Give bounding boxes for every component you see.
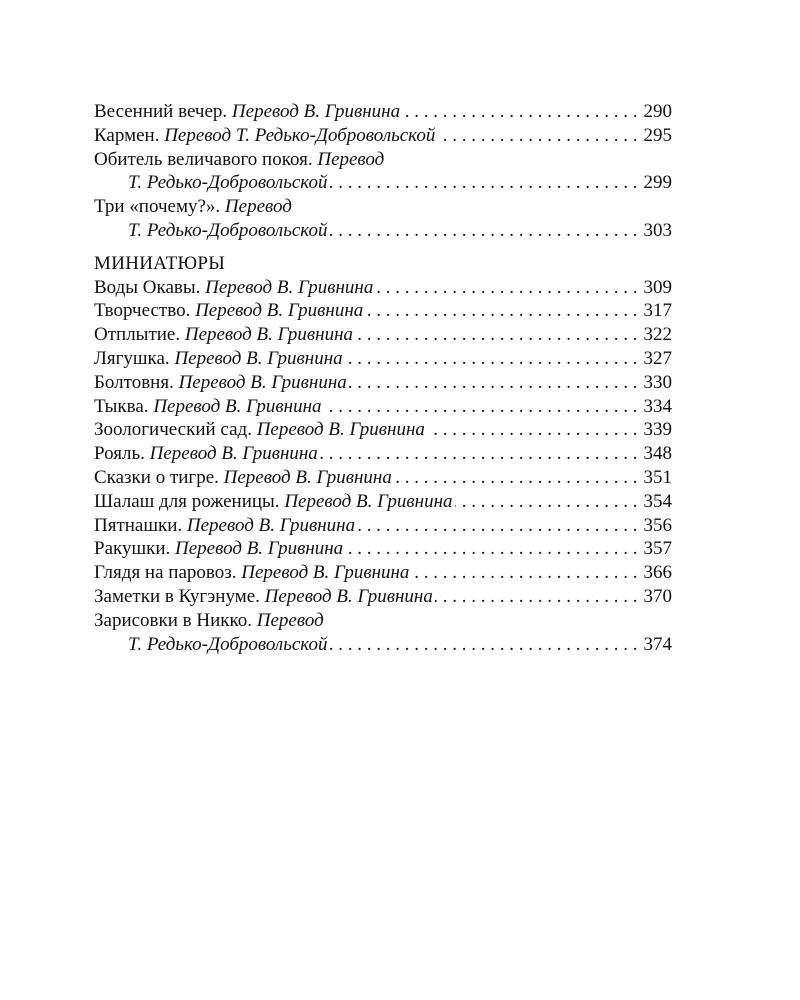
page-number: 303 bbox=[643, 219, 672, 241]
entry-translator: Перевод В. Гривнина bbox=[241, 562, 410, 584]
toc-entry[interactable] bbox=[94, 537, 672, 561]
entry-translator: Перевод Т. Редько-Добровольской bbox=[164, 124, 436, 146]
entry-translator: Перевод В. Гривнина bbox=[175, 538, 344, 560]
page-number: 354 bbox=[643, 490, 672, 512]
page-number: 295 bbox=[643, 124, 672, 146]
page-number: 357 bbox=[643, 538, 672, 560]
page-number: 330 bbox=[643, 371, 672, 393]
page-number: 322 bbox=[643, 324, 672, 346]
dot-leader bbox=[345, 347, 638, 371]
toc-entry[interactable] bbox=[94, 299, 672, 323]
page-number: 356 bbox=[643, 514, 672, 536]
entry-translator-continued: Т. Редько-Добровольской bbox=[128, 633, 328, 655]
dot-leader bbox=[455, 490, 638, 514]
page-number: 339 bbox=[643, 419, 672, 441]
dot-leader bbox=[345, 537, 637, 561]
entry-translator: Перевод В. Гривнина bbox=[174, 347, 343, 369]
dot-leader bbox=[329, 633, 637, 657]
dot-leader bbox=[394, 466, 638, 490]
entry-title: Весенний вечер. bbox=[94, 101, 228, 122]
entry-title: Шалаш для роженицы. bbox=[94, 490, 280, 512]
toc-entry[interactable] bbox=[94, 124, 672, 148]
entry-translator: Перевод bbox=[317, 148, 385, 170]
entry-translator: Перевод В. Гривнина bbox=[186, 514, 356, 536]
dot-leader bbox=[375, 276, 637, 300]
entry-title: Пятнашки. bbox=[94, 514, 183, 536]
toc-entry[interactable] bbox=[94, 148, 672, 196]
page-number: 317 bbox=[643, 300, 672, 322]
page-number: 327 bbox=[643, 347, 672, 369]
dot-leader bbox=[411, 561, 637, 585]
toc-entry[interactable] bbox=[94, 347, 672, 371]
entry-title: Заметки в Кугэнуме. bbox=[94, 585, 260, 607]
toc-entry[interactable] bbox=[94, 490, 672, 514]
dot-leader bbox=[357, 514, 637, 538]
page-number: 366 bbox=[643, 562, 672, 584]
entry-translator: Перевод В. Гривнина bbox=[223, 466, 392, 488]
entry-title: Болтовня. bbox=[94, 371, 174, 393]
dot-leader bbox=[365, 299, 637, 323]
entry-translator: Перевод В. Гривнина bbox=[184, 324, 354, 346]
dot-leader bbox=[427, 418, 638, 442]
toc-entry[interactable] bbox=[94, 442, 672, 466]
entry-translator: Перевод bbox=[224, 196, 292, 218]
dot-leader bbox=[355, 323, 637, 347]
dot-leader bbox=[402, 100, 637, 124]
table-of-contents bbox=[94, 100, 672, 656]
toc-entry[interactable] bbox=[94, 371, 672, 395]
entry-translator: Перевод В. Гривнина bbox=[205, 276, 374, 298]
entry-title: Сказки о тигре. bbox=[94, 466, 219, 488]
entry-title: Творчество. bbox=[94, 300, 191, 322]
page-number: 351 bbox=[643, 466, 672, 488]
toc-entry[interactable] bbox=[94, 100, 672, 124]
toc-entry[interactable] bbox=[94, 466, 672, 490]
section-heading: МИНИАТЮРЫ bbox=[94, 252, 226, 274]
entry-title: Лягушка. bbox=[94, 347, 170, 369]
dot-leader bbox=[320, 442, 638, 466]
dot-leader bbox=[437, 124, 637, 148]
toc-entry[interactable] bbox=[94, 395, 672, 419]
entry-title: Глядя на паровоз. bbox=[94, 562, 237, 584]
page-number: 290 bbox=[643, 101, 672, 122]
dot-leader bbox=[349, 371, 638, 395]
entry-translator-continued: Т. Редько-Добровольской bbox=[128, 219, 328, 241]
page-number: 299 bbox=[643, 172, 672, 194]
entry-title: Рояль. bbox=[94, 443, 145, 465]
entry-title: Тыква. bbox=[94, 395, 149, 417]
entry-translator-continued: Т. Редько-Добровольской bbox=[128, 172, 328, 194]
entry-title: Зарисовки в Никко. bbox=[94, 609, 253, 631]
entry-translator: Перевод В. Гривнина bbox=[149, 443, 318, 465]
page-number: 334 bbox=[643, 395, 672, 417]
entry-translator: Перевод В. Гривнина bbox=[231, 101, 401, 122]
entry-translator: Перевод В. Гривнина bbox=[153, 395, 322, 417]
page-number: 348 bbox=[643, 443, 672, 465]
entry-title: Отплытие. bbox=[94, 324, 181, 346]
toc-entry[interactable] bbox=[94, 514, 672, 538]
toc-entry[interactable] bbox=[94, 585, 672, 609]
toc-entry[interactable] bbox=[94, 276, 672, 300]
toc-entry[interactable] bbox=[94, 323, 672, 347]
entry-translator: Перевод bbox=[256, 609, 324, 631]
toc-entry[interactable] bbox=[94, 609, 672, 657]
entry-translator: Перевод В. Гривнина bbox=[195, 300, 364, 322]
page-number: 309 bbox=[643, 276, 672, 298]
toc-entry[interactable] bbox=[94, 195, 672, 243]
entry-title: Ракушки. bbox=[94, 538, 171, 560]
entry-translator: Перевод В. Гривнина bbox=[264, 585, 433, 607]
entry-title: Кармен. bbox=[94, 124, 160, 146]
entry-title: Три «почему?». bbox=[94, 196, 221, 218]
dot-leader bbox=[324, 395, 638, 419]
entry-translator: Перевод В. Гривнина bbox=[178, 371, 347, 393]
entry-translator: Перевод В. Гривнина bbox=[256, 419, 425, 441]
entry-title: Зоологический сад. bbox=[94, 419, 252, 441]
entry-title: Воды Окавы. bbox=[94, 276, 201, 298]
page-number: 370 bbox=[643, 585, 672, 607]
toc-entry[interactable] bbox=[94, 561, 672, 585]
dot-leader bbox=[329, 171, 637, 195]
dot-leader bbox=[329, 219, 637, 243]
page-number: 374 bbox=[643, 633, 672, 655]
entry-translator: Перевод В. Гривнина bbox=[284, 490, 453, 512]
toc-entry[interactable] bbox=[94, 418, 672, 442]
dot-leader bbox=[435, 585, 638, 609]
entry-title: Обитель величавого покоя. bbox=[94, 148, 313, 170]
